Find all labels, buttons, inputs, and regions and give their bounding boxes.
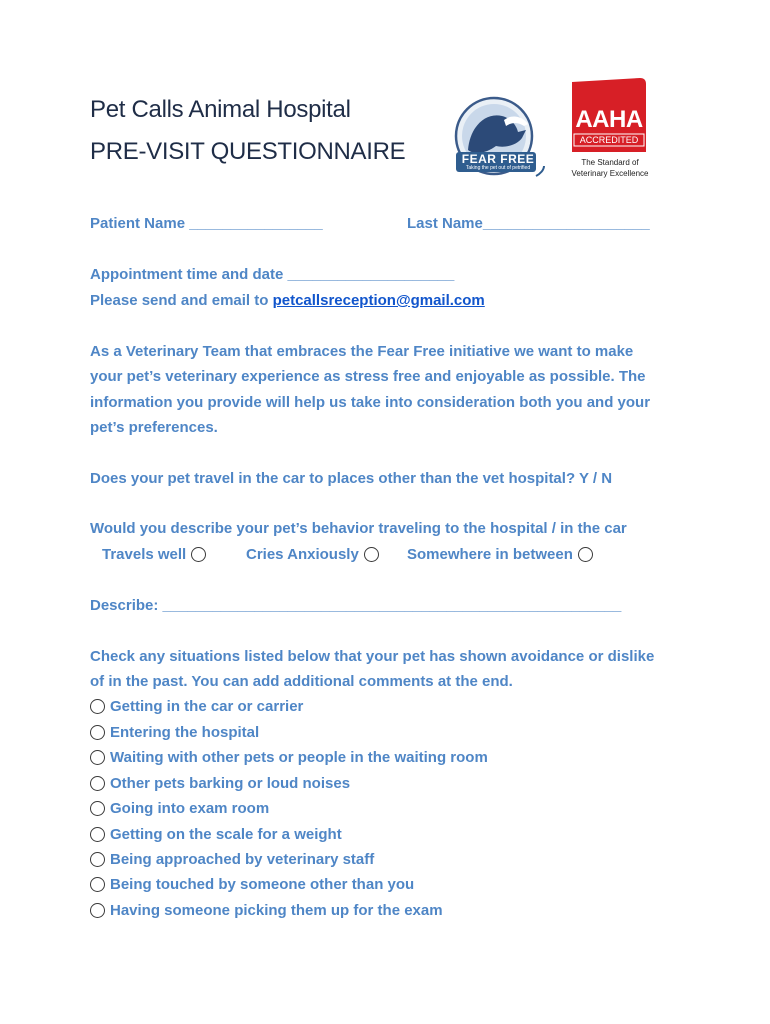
behavior-option-somewhere-between	[407, 546, 593, 564]
situation-item[interactable]	[90, 775, 350, 793]
behavior-option-cries-anxiously	[246, 546, 379, 564]
radio-button[interactable]	[90, 801, 105, 816]
situation-label: Entering the hospital	[110, 724, 260, 741]
fear-free-tagline: Taking the pet out of petrified	[465, 165, 531, 171]
aaha-tagline-line1: The Standard of	[581, 158, 639, 167]
situation-item[interactable]	[90, 902, 443, 920]
behavior-question: Would you describe your pet’s behavior traveling to the hospital / in the car	[90, 520, 627, 537]
hospital-name: Pet Calls Animal Hospital	[90, 96, 351, 123]
behavior-option-travels-well	[102, 546, 206, 564]
fear-free-name: FEAR FREE	[461, 152, 535, 166]
situation-item[interactable]	[90, 826, 342, 844]
situation-item[interactable]	[90, 851, 374, 869]
radio-button[interactable]	[191, 547, 206, 562]
situations-intro-line-2: of in the past. You can add additional comments at the end.	[90, 673, 513, 690]
situation-label: Waiting with other pets or people in the waiting room	[110, 749, 488, 766]
radio-button[interactable]	[90, 750, 105, 765]
appointment-field[interactable]: Appointment time and date ____________________	[90, 266, 455, 283]
intro-line-3: information you provide will help us take into consideration both you and your	[90, 394, 651, 411]
radio-button[interactable]	[364, 547, 379, 562]
situation-item[interactable]	[90, 876, 414, 894]
radio-button[interactable]	[90, 776, 105, 791]
aaha-name: AAHA	[575, 106, 643, 133]
situation-item[interactable]	[90, 749, 488, 767]
situation-item[interactable]	[90, 800, 269, 818]
radio-button[interactable]	[90, 725, 105, 740]
aaha-tagline-line2: Veterinary Excellence	[571, 169, 649, 178]
situation-item[interactable]	[90, 724, 259, 742]
radio-button[interactable]	[90, 877, 105, 892]
behavior-option-label: Travels well	[102, 546, 187, 563]
situation-label: Getting on the scale for a weight	[110, 826, 342, 843]
situation-label: Being approached by veterinary staff	[110, 851, 375, 868]
situation-label: Being touched by someone other than you	[110, 876, 415, 893]
intro-line-1: As a Veterinary Team that embraces the Fear Free initiative we want to make	[90, 343, 634, 360]
situations-intro-line-1: Check any situations listed below that your pet has shown avoidance or dislike	[90, 648, 655, 665]
page-title: PRE-VISIT QUESTIONNAIRE	[90, 138, 406, 165]
situation-item[interactable]	[90, 698, 303, 716]
situation-label: Going into exam room	[110, 800, 270, 817]
aaha-logo	[568, 76, 652, 184]
situation-label: Having someone picking them up for the exam	[110, 902, 443, 919]
radio-button[interactable]	[578, 547, 593, 562]
intro-line-2: your pet’s veterinary experience as stress free and enjoyable as possible. The	[90, 368, 646, 385]
radio-button[interactable]	[90, 827, 105, 842]
behavior-option-label: Cries Anxiously	[246, 546, 359, 563]
email-link[interactable]: petcallsreception@gmail.com	[272, 292, 485, 309]
last-name-field[interactable]: Last Name____________________	[407, 215, 650, 232]
radio-button[interactable]	[90, 699, 105, 714]
travel-question: Does your pet travel in the car to places other than the vet hospital? Y / N	[90, 470, 613, 487]
email-instruction	[90, 292, 485, 310]
radio-button[interactable]	[90, 852, 105, 867]
behavior-option-label: Somewhere in between	[407, 546, 573, 563]
intro-line-4: pet’s preferences.	[90, 419, 218, 436]
patient-name-field[interactable]: Patient Name ________________	[90, 215, 323, 232]
aaha-accredited: ACCREDITED	[579, 135, 639, 145]
describe-field[interactable]: Describe: _______________________________________________________	[90, 597, 622, 614]
email-prefix: Please send and email to	[90, 292, 273, 309]
situation-label: Getting in the car or carrier	[110, 698, 304, 715]
radio-button[interactable]	[90, 903, 105, 918]
situation-label: Other pets barking or loud noises	[110, 775, 351, 792]
fear-free-logo	[452, 96, 552, 182]
